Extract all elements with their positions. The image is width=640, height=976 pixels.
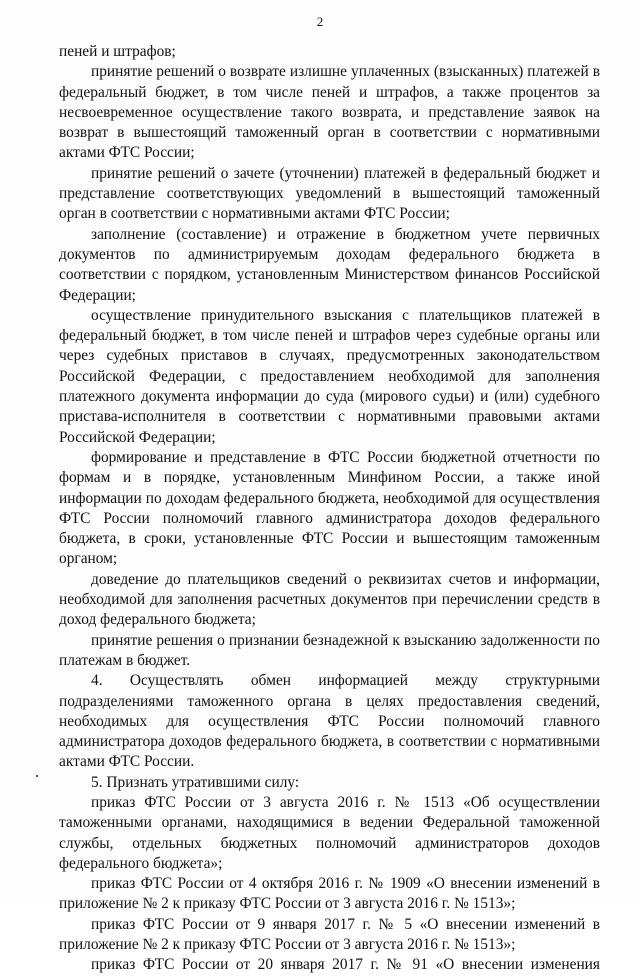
paragraph: принятие решений о возврате излишне уплаченных (взысканных) платежей в федеральный бюджет, в том числе пеней и штрафов, а также процентов за несвоевременное осуществление такого возврата, и представление заявок на возврат в вышестоящий таможенный орган в соответствии с нормативными актами ФТС России; [59, 63, 600, 162]
paragraph: принятие решения о признании безнадежной к взысканию задолженности по платежам в бюджет. [59, 631, 600, 669]
paragraph: доведение до плательщиков сведений о реквизитах счетов и информации, необходимой для заполнения расчетных документов при перечислении средств в доход федерального бюджета; [59, 570, 600, 629]
paragraph: 4. Осуществлять обмен информацией между структурными подразделениями таможенного органа в целях предоставления сведений, необходимых для осуществления ФТС России полномочий главного администратора доходов федерального бюджета, в соответствии с нормативными актами ФТС России. [59, 672, 600, 771]
paragraph: пеней и штрафов; [59, 43, 176, 60]
paragraph: приказ ФТС России от 9 января 2017 г. № 5 «О внесении изменений в приложение № 2 к приказу ФТС России от 3 августа 2016 г. № 1513»; [59, 915, 600, 954]
paragraph: заполнение (составление) и отражение в бюджетном учете первичных документов по администрируемым доходам федерального бюджета в соответствии с порядком, установленным Министерством финансов Российской Федерации; [59, 225, 600, 304]
paragraph: приказ ФТС России от 3 августа 2016 г. № 1513 «Об осуществлении таможенными органами, находящимися в ведении Федеральной таможенной службы, отдельных бюджетных полномочий администраторов доходов федерального бюджета»; [59, 793, 600, 872]
paragraph: формирование и представление в ФТС России бюджетной отчетности по формам и в порядке, установленным Минфином России, а также иной информации по доходам федерального бюджета, необходимой для осуществления ФТС России полномочий главного администратора доходов федерального бюджета, в сроки, установленные ФТС России и вышестоящим таможенным органом; [59, 448, 600, 568]
paragraph: 5. Признать утратившими силу: [91, 773, 300, 791]
paragraph: приказ ФТС России от 20 января 2017 г. № 91 «О внесении изменения [91, 956, 600, 974]
page-number: 2 [316, 14, 324, 29]
paragraph: осуществление принудительного взыскания с плательщиков платежей в федеральный бюджет, в том числе пеней и штрафов через судебные органы или через судебных приставов в случаях, предусмотренных законодательством Российской Федерации, с предоставлением необходимой для заполнения платежного документа информации до суда (мирового судьи) и (или) судебного пристава-исполнителя в соответствии с нормативными правовыми актами Российской Федерации; [59, 306, 600, 446]
scan-speck [36, 775, 38, 777]
document-body [59, 42, 600, 976]
paragraph: приказ ФТС России от 4 октября 2016 г. № 1909 «О внесении изменений в приложение № 2 к приказу ФТС России от 3 августа 2016 г. № 1513»; [59, 875, 600, 913]
paragraph: принятие решений о зачете (уточнении) платежей в федеральный бюджет и представление соответствующих уведомлений в вышестоящий таможенный орган в соответствии с нормативными актами ФТС России; [59, 164, 600, 223]
